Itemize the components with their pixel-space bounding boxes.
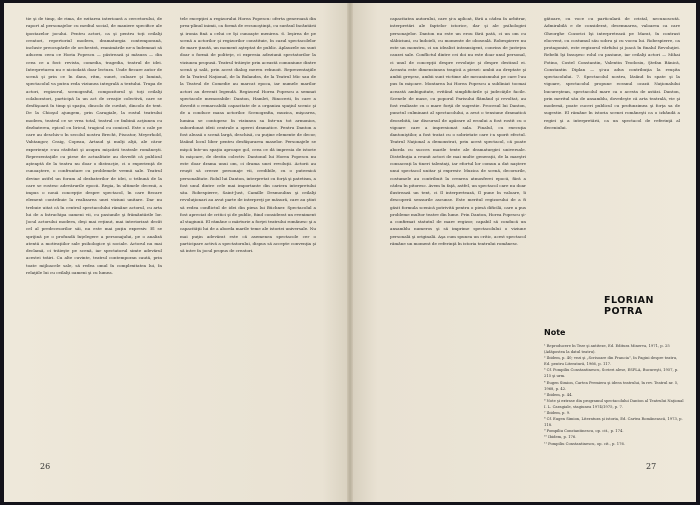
body-text: tie şi de timp, de rima, de ezitarea interioară a cercetorului, de raport al personajelor cu mediul social, de maniere specifice ale ipostazelor jocului. Pentru actori, ca şi pentru toţi ceilalţi creatori, repertoriul modern, dramaturgia contemporană, inclusiv preocupările de orchestră, reanimările ne-a îndemnat să aducem ceea ce Horia Popescu — păstrează şi măsura — din ceea ce a fost: revista, comedia, tragedia, teatrul de idei. Interpretarea nu e niciodată doar lectura. Unde fiecare autor de scenă şi prin ce în dans, ritm, sunet, culoare şi lumină, spectacolul va putea reda viziunea integrală a textului. Trupa de actori, regizorul, scenograful, compozitorul şi toţi ceilalţi colaboratori, participă la un act de creaţie colectivă, care se desfăşoară în timp şi spaţiu, dincolo de cuvânt, dincolo de text. De la Chioşul ajungem, prin Caragiale, la rostul teatrului modern, teatrul ce se vrea total, teatrul ce îmbină acţiunea cu dezbaterea, epicul cu liricul, tragicul cu comicul. Este o cale pe care au deschis-o în secolul nostru Brecht, Piscator, Meyerhold, Vahtangov, Craig, Copeau, Artaud şi mulţi alţii, ale căror experienţe s-au răsfrânt şi asupra mişcării teatrale româneşti. Reprezentaţiile cu piese de actualitate au dovedit că publicul aşteaptă de la teatru nu doar o distracţie, ci o experienţă de cunoaştere, o confruntare cu problemele vremii sale. Teatrul devine astfel un forum al dezbaterilor de idei, o tribună de la care se rostesc adevărurile epocii. Regia, în ultimele decenii, a impus o nouă concepţie despre spectacol, în care fiecare element contribuie la realizarea unei viziuni unitare. Dar nu trebuie uitat că în centrul spectacolului rămâne actorul, cu arta lui de a întruchipa oameni vii, cu pasiunile şi frământările lor. Jocul actorului modern, deşi mai reţinut, mai interiorizat decât cel al predecesorilor săi, nu este mai puţin expresiv. El se sprijină pe o profundă înţelegere a personajului, pe o analiză atentă a motivaţiilor sale psihologice şi sociale. Actorul nu mai declamă, ci trăieşte pe scenă, iar spectatorul simte adevărul acestei trăiri. Cu alte cuvinte, teatrul contemporan caută, prin toate mijloacele sale, să redea omul în complexitatea lui, în relaţiile lui cu ceilalţi oameni şi cu lumea.	[26, 16, 162, 275]
footnote: ⁷ Ibidem, p. 9.	[544, 411, 571, 416]
footnote: ⁴ Eugen Simion, Cartea Premiera şi ideea teatrului, în rev. Teatrul nr. 5, 1968, p. 42.	[544, 380, 679, 391]
body-text: gătoare, cu voce cu particulară de cristal, necunoscută. Admirabilă e de considerat, desemnarea, valoarea ca care Gheorghe Cozorici îşi interpretează pe Marat, în contrast elocvent, cu costumul său sobru şi cu vocea lui. Robespierre, ca protagonist, este regizorul vârfului şi joacă în finalul Revoluţiei. Rebelii îşi însuşesc rolul cu pasiune, iar ceilalţi actori — Mihai Fotino, Costel Constantin, Valentin Teodosiu, Ştefan Bănică, Constantin Diplan — şi-au adus contribuţia la reuşita spectacolului. 7. Spectacolul nostru, lăsând în spate şi la vigoare, spectacolul propune ecranul ocazii Naţionalului bucureştean, spectacolul mare ca o acesta de astăzi. Danton, prin meritul său de ansamblu, dovedeşte că arta teatrală, vie şi modernă, poate cuceri publicul cu profunzimea şi forţa sa de sugestie. El rămâne în istoria scenei româneşti ca o izbândă a regiei şi a interpretării, ca un spectacol de referinţă al deceniului.	[544, 16, 680, 130]
page-number: 27	[646, 462, 657, 471]
footnote: ³ Cf. Pompiliu Constantinescu, Scrieri alese, ESPLA, Bucureşti, 1957, p. 215 şi urm.	[544, 368, 679, 379]
text-column	[26, 15, 162, 455]
text-column	[390, 15, 526, 455]
footnote: ¹ Reproducere în Teze şi antiteze, Ed. Editura Minerva, 1971, p. 25 (Adăpostea la datul teatru).	[544, 344, 670, 355]
notes-list	[544, 343, 684, 447]
footnote: ⁹ Pompiliu Constantinescu, op. cit., p. 174.	[544, 429, 624, 434]
page-number: 26	[40, 462, 51, 471]
footnote: ² Ibidem, p. 40; vezi şi „Scrisoare din Francia”, în Pagini despre teatru, Ed. pentru Literatură, 1966, p. 117.	[544, 356, 678, 367]
footnote: ¹⁰ Ibidem, p. 176.	[544, 435, 577, 440]
body-text: tele excepţiei a regizorului Horea Popescu: oferta generoasă din prea-plinul inimii, ca formă de recunoştinţă, cu surâsul încântării şi ironia fină a celui ce îşi cunoaşte menirea. 6. Ieşirea de pe scenă a actorilor şi regizorilor constituie, în cazul spectacolelor de mare ţinută, un moment aşteptat de public. Aplauzele nu sunt doar o formă de politeţe, ci expresia adeziunii spectatorilor la viziunea propusă. Teatrul trăieşte prin această comuniune dintre scenă şi sală, prin acest dialog mereu reînnoit. Reprezentaţiile de la Teatrul Naţional, de la Bulandra, de la Teatrul Mic sau de la Teatrul de Comedie au marcat epoca, iar numele marilor actori au devenit legendă. Regizorul Horea Popescu a semnat spectacole memorabile: Danton, Hamlet, Rinocerii, în care a dovedit o remarcabilă capacitate de a organiza spaţiul scenic şi de a conduce masa actorilor. Scenografia, muzica, mişcarea, lumina se contopesc în viziunea sa într-un tot armonios, subordonat ideii centrale a operei dramatice. Pentru Danton a fost aleasă o scenă largă, deschisă, cu puţine elemente de decor, lăsând locul liber pentru desfăşurarea maselor. Personajele se mişcă într-un spaţiu aproape gol, ceea ce dă impresia de istorie în mişcare, de destin colectiv. Dantonul lui Horea Popescu nu este doar drama unui om, ci drama unei revoluţii. Actorii au reuşit să creeze personaje vii, credibile, cu o puternică personalitate. Rolul lui Danton, interpretat cu forţă şi patetism, a fost unul dintre cele mai importante din cariera interpretului său. Robespierre, Saint-Just, Camille Desmoulins şi ceilalţi revoluţionari au avut parte de interpreţi pe măsură, care au ştiut să redea conflictul de idei din piesa lui Büchner. Spectacolul a fost apreciat de critici şi de public, fiind considerat un eveniment al stagiunii. El rămâne o mărturie a forţei teatrului românesc şi a capacităţii lui de a aborda marile teme ale istoriei universale. Nu mai puţin adevărat este că asemenea spectacole cer o participare activă a spectatorului, dispus să accepte convenţia şi să intre în jocul propus de creatori.	[180, 16, 316, 253]
text-column	[544, 15, 680, 253]
author-signature: FLORIAN POTRA	[604, 295, 654, 317]
footnote: ⁸ Cf. Eugen Simion, Literatura şi istoria, Ed. Cartea Românească, 1973, p. 118.	[544, 417, 683, 428]
book-spread	[4, 3, 696, 502]
book-gutter	[347, 3, 353, 502]
footnote: ⁵ Ibidem, p. 44.	[544, 392, 573, 397]
body-text: capacitatea autorului, care şi-a aplicat, fără a cădea în arbitrar, interpretări ale faptelor istorice, dar şi ale psihologiei personajelor. Danton nu este un erou fără pată, ci un om cu slăbiciuni, cu îndoieli, cu momente de oboseală. Robespierre nu este un monstru, ci un idealist intransigent, convins de justeţea cauzei sale. Conflictul dintre cei doi nu este doar unul personal, ci unul de concepţii despre revoluţie şi despre destinul ei. Aceasta este dimensiunea tragică a piesei: ambii au dreptate şi ambii greşesc, ambii sunt victime ale mecanismului pe care l-au pus în mişcare. Montarea lui Horea Popescu a subliniat tocmai această ambiguitate, evitând simplificările şi judecăţile facile. Scenele de mase, cu poporul Parisului flămând şi revoltat, au fost realizate cu o mare forţă de sugestie. Procesul lui Danton, punctul culminant al spectacolului, a avut o tensiune dramatică deosebită, iar discursul de apărare al eroului a fost rostit cu o vigoare care a impresionat sala. Finalul, cu execuţia dantoniştilor, a fost tratat cu o sobrietate care i-a sporit efectul. Teatrul Naţional a demonstrat, prin acest spectacol, că poate aborda cu succes marile texte ale dramaturgiei universale. Distribuţia a reunit actori de mai multe generaţii, de la maeştri consacraţi la tineri talentaţi, iar efortul lor comun a dat naştere unui spectacol unitar şi expresiv. Muzica de scenă, decorurile, costumele au contribuit la crearea atmosferei epocii, fără a cădea în pitoresc. Avem în faţă, astfel, un spectacol care nu doar ilustrează un text, ci îl interpretează, îl pune în valoare, îi descoperă sensurile ascunse. Este meritul regizorului de a fi găsit formula scenică potrivită pentru o piesă dificilă, care a pus probleme multor teatre din lume. Prin Danton, Horea Popescu şi-a confirmat statutul de mare regizor, capabil să conducă un ansamblu numeros şi să imprime spectacolului o viziune personală şi originală. Aşa cum spunea un critic, acest spectacol rămâne un moment de referinţă în istoria teatrului românesc.	[390, 16, 526, 246]
footnote: ¹¹ Pompiliu Constantinescu, op. cit., p. 176.	[544, 441, 625, 446]
footnote: ⁶ Note şi extrase din programul spectacolului Danton al Teatrului Naţional I. L. Caragiale, stagiunea 1974/1975, p. 7.	[544, 398, 684, 409]
text-column	[180, 15, 316, 455]
left-page	[4, 3, 350, 502]
notes-heading: Note	[544, 328, 566, 337]
